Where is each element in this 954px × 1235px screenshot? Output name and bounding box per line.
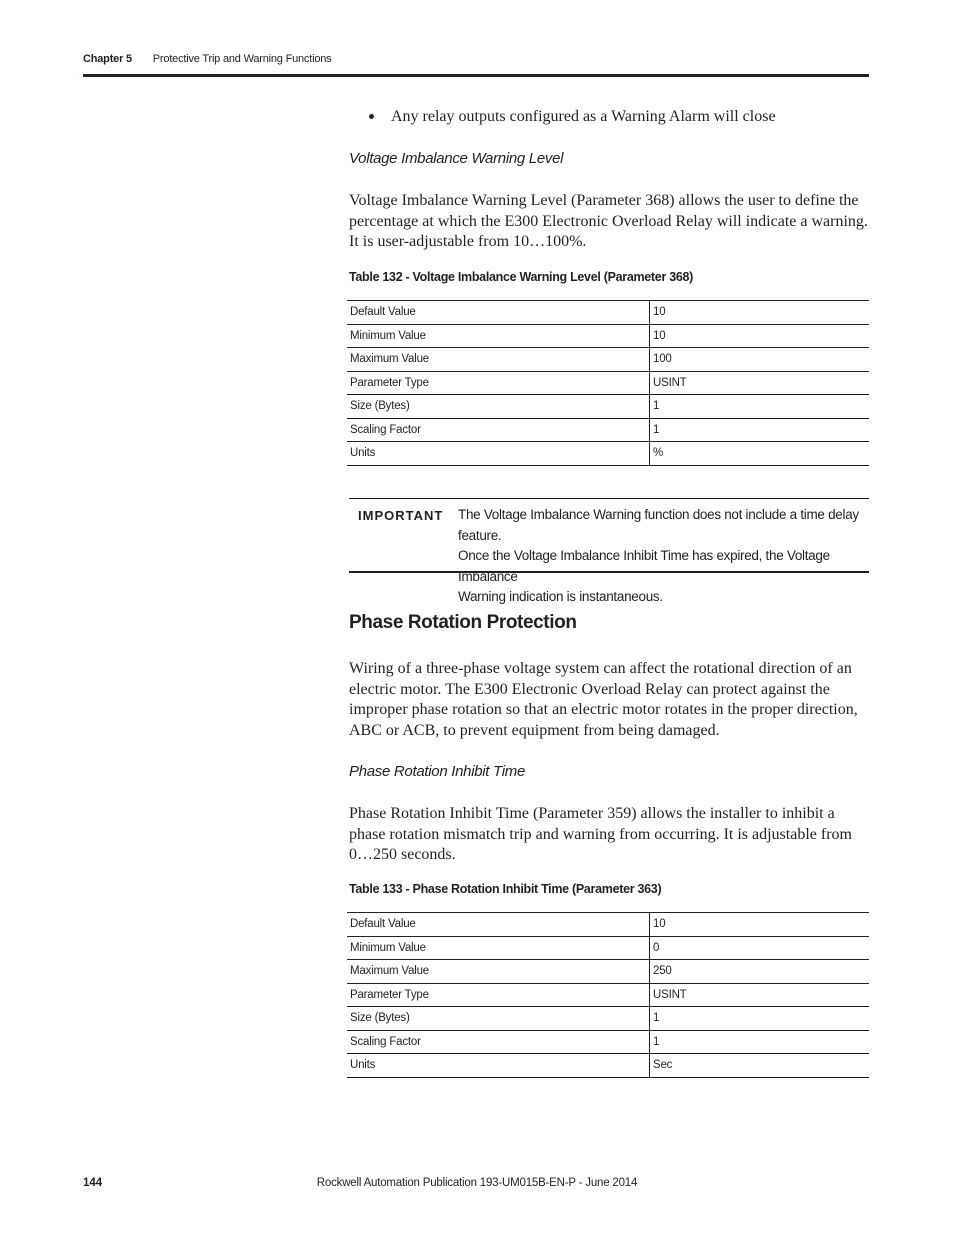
table-cell-value: 10 [650, 324, 870, 348]
table-cell-label: Size (Bytes) [347, 395, 650, 419]
subheading-voltage-imbalance: Voltage Imbalance Warning Level [349, 150, 564, 167]
table-cell-value: 1 [650, 1007, 870, 1031]
table-cell-label: Size (Bytes) [347, 1007, 650, 1031]
table-row [347, 1054, 869, 1078]
table-cell-value: 250 [650, 960, 870, 984]
table-row [347, 960, 869, 984]
paragraph-line: 0…250 seconds. [349, 846, 456, 863]
bullet-icon [369, 114, 374, 119]
table-row [347, 395, 869, 419]
parameter-table-368 [347, 300, 869, 466]
table-cell-value: USINT [650, 983, 870, 1007]
table-row [347, 1030, 869, 1054]
table-cell-value: 10 [650, 301, 870, 325]
table-cell-label: Parameter Type [347, 983, 650, 1007]
paragraph-line: percentage at which the E300 Electronic Overload Relay will indicate a warning. [349, 212, 868, 230]
header-rule [83, 74, 869, 77]
important-text [458, 505, 870, 608]
important-note [349, 498, 869, 604]
table-row [347, 442, 869, 466]
page-number: 144 [83, 1177, 103, 1189]
table-cell-value: 0 [650, 936, 870, 960]
parameter-table-363 [347, 912, 869, 1078]
table-cell-value: 100 [650, 348, 870, 372]
table-row [347, 1007, 869, 1031]
table-caption-132: Table 132 - Voltage Imbalance Warning Level (Parameter 368) [349, 270, 694, 284]
table-caption-133: Table 133 - Phase Rotation Inhibit Time (Parameter 363) [349, 882, 662, 896]
paragraph-phase-rotation-intro [349, 659, 869, 741]
important-line: The Voltage Imbalance Warning function does not include a time delay feature. [458, 507, 859, 543]
table-cell-label: Default Value [347, 913, 650, 937]
table-row [347, 301, 869, 325]
table-row [347, 371, 869, 395]
section-heading-phase-rotation: Phase Rotation Protection [349, 612, 577, 633]
paragraph-line: Wiring of a three-phase voltage system can affect the rotational direction of an [349, 660, 852, 677]
table-cell-label: Units [347, 442, 650, 466]
bullet-item [349, 106, 869, 128]
paragraph-phase-rotation-inhibit [349, 804, 869, 866]
table-cell-value: 1 [650, 418, 870, 442]
subheading-phase-rotation-inhibit: Phase Rotation Inhibit Time [349, 763, 526, 780]
important-label: IMPORTANT [358, 508, 444, 523]
table-cell-value: 10 [650, 913, 870, 937]
paragraph-voltage-imbalance [349, 191, 869, 253]
running-header [83, 53, 331, 65]
table-cell-label: Parameter Type [347, 371, 650, 395]
table-cell-value: USINT [650, 371, 870, 395]
paragraph-line: It is user-adjustable from 10…100%. [349, 233, 587, 250]
table-cell-value: 1 [650, 1030, 870, 1054]
chapter-label: Chapter 5 [83, 53, 132, 65]
table-cell-label: Units [347, 1054, 650, 1078]
paragraph-line: ABC or ACB, to prevent equipment from being damaged. [349, 721, 720, 739]
table-cell-label: Minimum Value [347, 324, 650, 348]
important-line: Warning indication is instantaneous. [458, 589, 663, 604]
table-cell-value: 1 [650, 395, 870, 419]
table-cell-value: Sec [650, 1054, 870, 1078]
important-line: Once the Voltage Imbalance Inhibit Time has expired, the Voltage Imbalance [458, 548, 830, 584]
paragraph-line: phase rotation mismatch trip and warning from occurring. It is adjustable from [349, 825, 852, 843]
paragraph-line: electric motor. The E300 Electronic Overload Relay can protect against the [349, 680, 830, 698]
paragraph-line: improper phase rotation so that an electric motor rotates in the proper direction, [349, 701, 858, 718]
table-row [347, 983, 869, 1007]
table-row [347, 913, 869, 937]
table-row [347, 418, 869, 442]
table-cell-label: Scaling Factor [347, 418, 650, 442]
table-cell-value: % [650, 442, 870, 466]
paragraph-line: Voltage Imbalance Warning Level (Parameter 368) allows the user to define the [349, 192, 859, 209]
table-row [347, 348, 869, 372]
table-cell-label: Maximum Value [347, 960, 650, 984]
table-row [347, 324, 869, 348]
table-cell-label: Maximum Value [347, 348, 650, 372]
table-cell-label: Scaling Factor [347, 1030, 650, 1054]
table-cell-label: Default Value [347, 301, 650, 325]
table-cell-label: Minimum Value [347, 936, 650, 960]
paragraph-line: Phase Rotation Inhibit Time (Parameter 359) allows the installer to inhibit a [349, 805, 835, 822]
chapter-title: Protective Trip and Warning Functions [152, 53, 332, 65]
bullet-text: Any relay outputs configured as a Warning Alarm will close [391, 108, 776, 125]
footer-publication: Rockwell Automation Publication 193-UM015B-EN-P - June 2014 [316, 1177, 638, 1189]
table-row [347, 936, 869, 960]
